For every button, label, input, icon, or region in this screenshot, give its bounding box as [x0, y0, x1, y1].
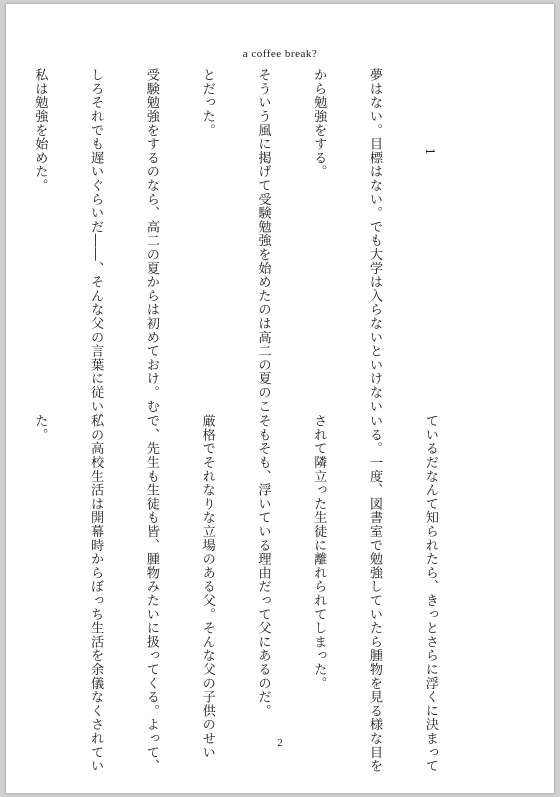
text-line: しろそれでも遅いぐらいだ――、そんな父の言葉に従い、	[88, 68, 104, 427]
text-line: されて隣立った生徒に離れられてしまった。	[311, 414, 327, 690]
text-line: から勉強をする。	[311, 68, 327, 179]
text-line: 夢はない。目標はない。でも大学は入らないといけない	[367, 68, 383, 413]
text-line: で、先生も生徒も皆、腫物みたいに扱ってくる。よって、	[143, 414, 159, 773]
text-line: 受験勉強をするのなら、高二の夏からは初めておけ。む	[143, 68, 159, 413]
text-block-bottom	[32, 414, 476, 773]
text-line: 厳格でそれなりな立場のある父。そんな父の子供のせい	[199, 414, 215, 759]
text-block-top	[32, 68, 476, 427]
text-line: そういう風に掲げて受験勉強を始めたのは高二の夏のこ	[255, 68, 271, 413]
page-number: 2	[277, 737, 283, 749]
text-line: ているだなんて知られたら、きっとさらに浮くに決まって	[422, 414, 438, 773]
text-line: 私の高校生活は開幕時からぼっち生活を余儀なくされてい	[88, 414, 104, 773]
running-header: a coffee break?	[242, 48, 318, 60]
text-line: いる。一度、図書室で勉強していたら腫物を見る様な目を	[367, 414, 383, 773]
chapter-number: 1	[422, 148, 438, 156]
text-line: 私は勉強を始めた。	[32, 68, 48, 193]
document-page	[6, 4, 554, 793]
text-line: た。	[32, 414, 48, 442]
text-line: とだった。	[199, 68, 215, 137]
text-line: そもそも、浮いている理由だって父にあるのだ。	[255, 414, 271, 718]
